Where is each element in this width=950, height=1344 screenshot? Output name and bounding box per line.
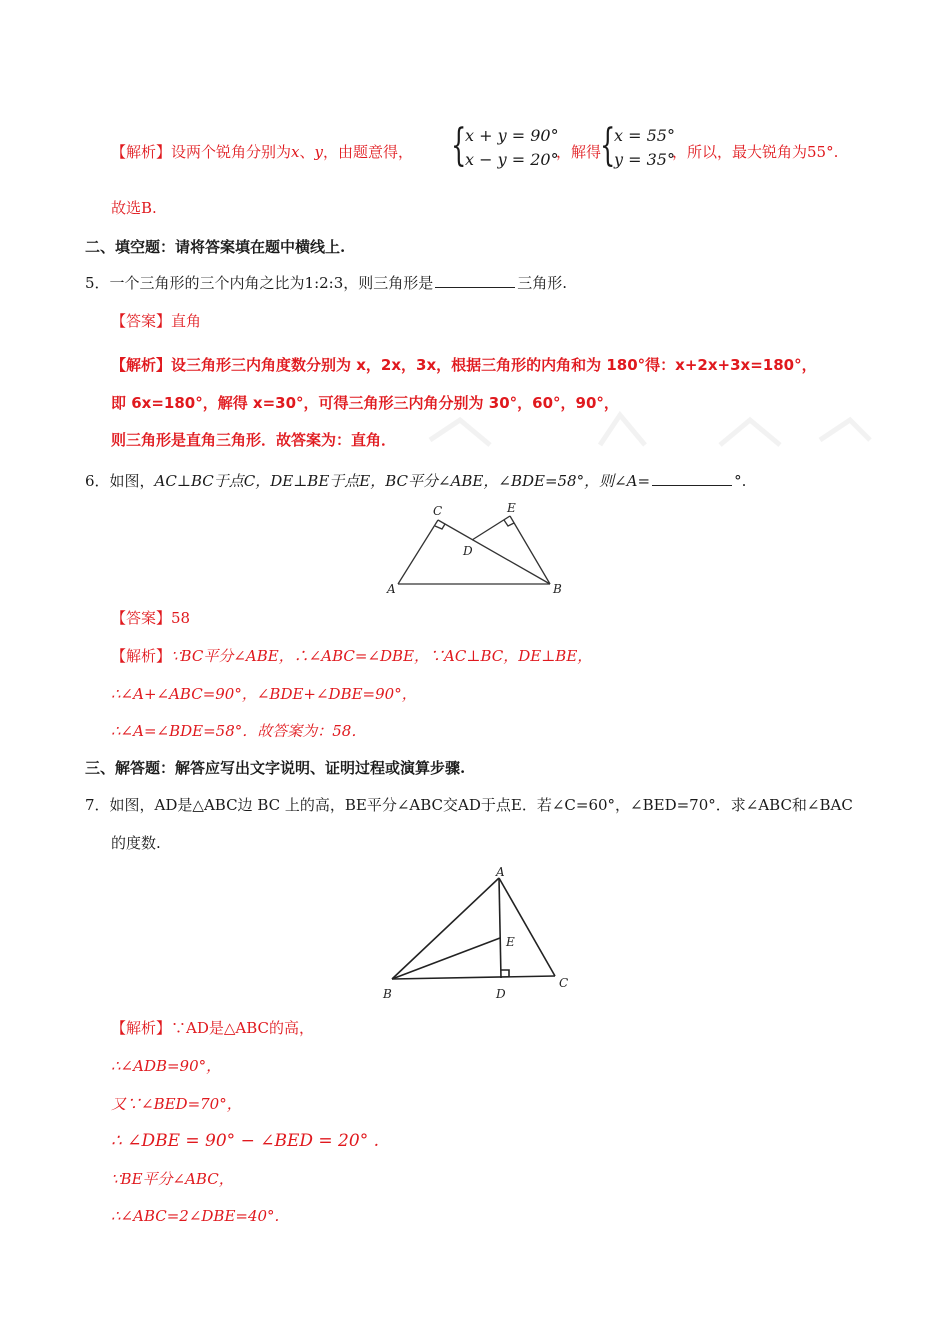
q4-text: ，由题意得， xyxy=(323,143,414,161)
q7-stem: 的度数. xyxy=(111,834,161,852)
label-c: C xyxy=(433,504,443,518)
q5-stem-text: 5．一个三角形的三个内角之比为1:2:3，则三角形是 xyxy=(85,274,434,292)
section-heading: 三、解答题：解答应写出文字说明、证明过程或演算步骤. xyxy=(85,759,466,777)
q7-analysis-line: ∴ ∠DBE = 90° − ∠BED = 20° . xyxy=(111,1131,379,1151)
q7-analysis-line: ∵BE平分∠ABC， xyxy=(111,1170,234,1188)
q5-answer xyxy=(111,311,201,331)
q7-analysis-line: 又∵∠BED=70°， xyxy=(111,1095,242,1113)
q5-stem-text: 三角形. xyxy=(517,274,568,292)
answer-blank[interactable] xyxy=(435,273,515,288)
q7-stem: 7．如图，AD是△ABC边 BC 上的高，BE平分∠ABC交AD于点E．若∠C=60°，∠BED=70°．求∠ABC和∠BAC xyxy=(85,796,853,814)
label-b: B xyxy=(383,987,392,1001)
q6-stem xyxy=(85,471,746,491)
answer-tag: 【答案】 xyxy=(111,312,172,330)
label-d: D xyxy=(463,544,473,558)
label-a: A xyxy=(387,582,396,596)
q7-analysis-line: ∴∠ADB=90°， xyxy=(111,1057,222,1075)
q7-analysis-line: ∴∠ABC=2∠DBE=40°. xyxy=(111,1207,280,1225)
label-e: E xyxy=(506,935,515,949)
equation-system-1: { x + y = 90° x − y = 20° xyxy=(451,120,559,171)
q6-analysis-line: ∴∠A+∠ABC=90°，∠BDE+∠DBE=90°， xyxy=(111,685,417,703)
equation: x − y = 20° xyxy=(465,150,559,169)
answer-tag: 【答案】 xyxy=(111,609,172,627)
q5-analysis-line: 【解析】设三角形三内角度数分别为 x，2x，3x，根据三角形的内角和为 180°得：x+2x+3x=180°， xyxy=(111,356,817,374)
analysis-text: ∵BC平分∠ABE，∴∠ABC=∠DBE，∵AC⊥BC，DE⊥BE， xyxy=(171,647,593,665)
q5-analysis-line: 即 6x=180°，解得 x=30°，可得三角形三内角分别为 30°，60°，90°， xyxy=(111,394,619,412)
label-b: B xyxy=(553,582,562,596)
equation-system-2: { x = 55° y = 35° xyxy=(600,120,675,171)
q6-answer xyxy=(111,608,190,628)
label-a: A xyxy=(496,866,505,879)
q7-figure xyxy=(378,866,578,1004)
answer-value: 58 xyxy=(171,609,191,627)
q7-analysis-line xyxy=(111,1018,314,1038)
var-x: x xyxy=(291,143,300,161)
q4-text: ，所以，最大锐角为55°. xyxy=(672,143,839,161)
q4-text: ，解得 xyxy=(556,143,602,161)
label-c: C xyxy=(559,976,569,990)
q6-stem-text: °. xyxy=(734,472,747,490)
q6-analysis-line: ∴∠A=∠BDE=58°．故答案为：58． xyxy=(111,722,367,740)
analysis-tag: 【解析】 xyxy=(111,143,172,161)
analysis-tag: 【解析】 xyxy=(111,1019,172,1037)
var-y: y xyxy=(314,143,323,161)
q6-stem-text: 6．如图， xyxy=(85,472,155,490)
watermark xyxy=(420,400,880,460)
analysis-text: ∵AD是△ABC的高， xyxy=(171,1019,315,1037)
label-d: D xyxy=(496,987,506,1001)
answer-blank[interactable] xyxy=(652,471,732,486)
q6-figure xyxy=(380,498,570,598)
sep: 、 xyxy=(299,143,315,161)
label-e: E xyxy=(507,501,516,515)
q5-stem xyxy=(85,273,567,293)
q5-analysis-line: 则三角形是直角三角形．故答案为：直角． xyxy=(111,431,397,449)
answer-value: 直角 xyxy=(171,312,202,330)
equation: y = 35° xyxy=(614,150,675,169)
analysis-tag: 【解析】 xyxy=(111,647,172,665)
equation: x = 55° xyxy=(614,126,675,145)
q6-analysis-line xyxy=(111,646,592,666)
equation: x + y = 90° xyxy=(465,126,559,145)
q4-choice: 故选B. xyxy=(111,199,157,217)
section-heading: 二、填空题：请将答案填在题中横线上. xyxy=(85,238,346,256)
q6-stem-text: AC⊥BC于点C，DE⊥BE于点E，BC平分∠ABE，∠BDE=58°，则∠A= xyxy=(154,472,651,490)
q4-text: 设两个锐角分别为 xyxy=(171,143,292,161)
q4-analysis-line xyxy=(111,130,413,174)
